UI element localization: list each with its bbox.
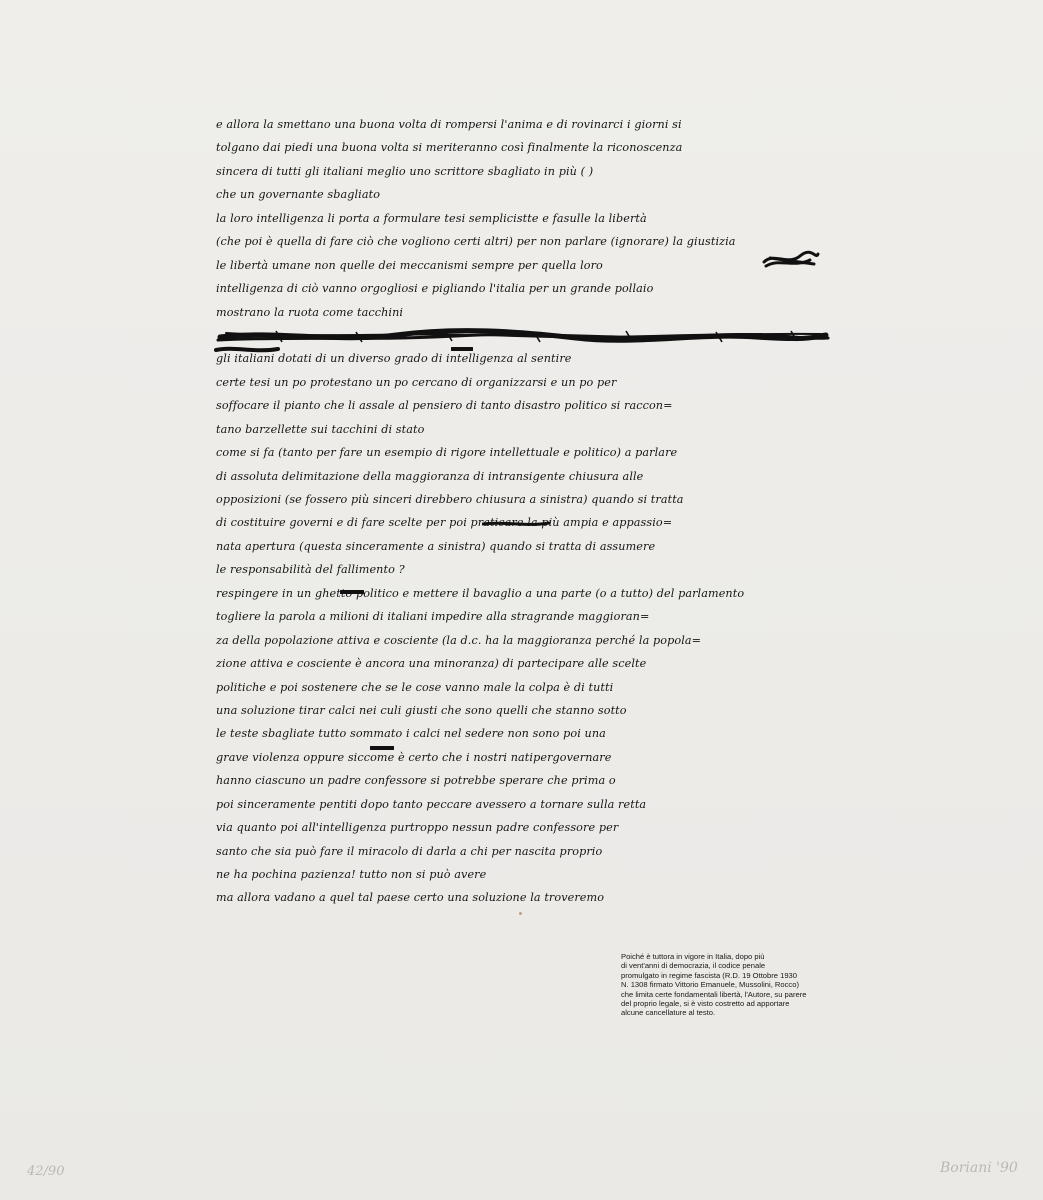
handwritten-line: ne ha pochina pazienza! tutto non si può avere bbox=[216, 868, 487, 881]
handwritten-line: opposizioni (se fossero più sinceri direbbero chiusura a sinistra) quando si tratta bbox=[216, 493, 684, 506]
ink-speck bbox=[519, 912, 522, 915]
censorship-scribble bbox=[216, 324, 831, 347]
handwritten-line: zione attiva e cosciente è ancora una minoranza) di partecipare alle scelte bbox=[216, 657, 647, 671]
handwritten-line: nata apertura (questa sinceramente a sinistra) quando si tratta di assumere bbox=[216, 539, 656, 553]
handwritten-line: che un governante sbagliato bbox=[216, 188, 381, 202]
censorship-blot bbox=[214, 343, 280, 357]
handwritten-line: intelligenza di ciò vanno orgogliosi e pigliando l'italia per un grande pollaio bbox=[216, 282, 654, 296]
handwritten-line: ma allora vadano a quel tal paese certo una soluzione la troveremo bbox=[216, 891, 605, 905]
handwritten-line: togliere la parola a milioni di italiani impedire alla stragrande maggioran= bbox=[216, 610, 650, 624]
handwritten-line: politiche e poi sostenere che se le cose vanno male la colpa è di tutti bbox=[216, 680, 614, 694]
handwritten-line: certe tesi un po protestano un po cercano di organizzarsi e un po per bbox=[216, 375, 617, 389]
handwritten-line: sincera di tutti gli italiani meglio uno scrittore sbagliato in più ( ) bbox=[216, 164, 594, 178]
handwritten-text-block bbox=[216, 113, 831, 910]
handwritten-line: e allora la smettano una buona volta di rompersi l'anima e di rovinarci i giorni si bbox=[216, 118, 682, 131]
handwritten-line: una soluzione tirar calci nei culi giusti che sono quelli che stanno sotto bbox=[216, 703, 627, 717]
legal-notice: Poiché è tuttora in vigore in Italia, dopo più di vent'anni di democrazia, il codice penale promulgato in regime fascista (R.D. 19 Ottobre 1930 N. 1308 firmato Vittorio Emanuele, Mussolini, Rocco) che limita certe fondamentali libertà, l'Autore, su parere del proprio legale, si è visto costretto ad apportare alcune cancellature al testo. bbox=[621, 952, 807, 1018]
handwritten-line: la loro intelligenza li porta a formulare tesi semplicistte e fasulle la libertà bbox=[216, 211, 647, 225]
handwritten-line: di costituire governi e di fare scelte per poi praticare la più ampia e appassio= bbox=[216, 516, 673, 530]
censored-line bbox=[216, 324, 831, 347]
censorship-blot bbox=[451, 344, 473, 354]
handwritten-line: respingere in un ghetto politico e mettere il bavaglio a una parte (o a tutto) del parlamento bbox=[216, 586, 745, 600]
handwritten-line: come si fa (tanto per fare un esempio di rigore intellettuale e politico) a parlare bbox=[216, 446, 678, 460]
censorship-blot bbox=[760, 248, 822, 270]
handwritten-line: tolgano dai piedi una buona volta si meriteranno così finalmente la riconoscenza bbox=[216, 141, 683, 155]
handwritten-line: za della popolazione attiva e cosciente (la d.c. ha la maggioranza perché la popola= bbox=[216, 633, 702, 647]
handwritten-line: santo che sia può fare il miracolo di darla a chi per nascita proprio bbox=[216, 844, 603, 858]
handwritten-line: grave violenza oppure siccome è certo che i nostri natipergovernare bbox=[216, 750, 612, 764]
handwritten-line: le teste sbagliate tutto sommato i calci nel sedere non sono poi una bbox=[216, 727, 606, 741]
handwritten-line: via quanto poi all'intelligenza purtroppo nessun padre confessore per bbox=[216, 821, 619, 835]
handwritten-line: hanno ciascuno un padre confessore si potrebbe sperare che prima o bbox=[216, 774, 616, 788]
censorship-blot bbox=[370, 743, 394, 753]
handwritten-line: le libertà umane non quelle dei meccanismi sempre per quella loro bbox=[216, 258, 603, 272]
handwritten-line: mostrano la ruota come tacchini bbox=[216, 305, 404, 319]
edition-number: 42/90 bbox=[27, 1164, 65, 1179]
handwritten-line: tano barzellette sui tacchini di stato bbox=[216, 422, 425, 436]
handwritten-line: di assoluta delimitazione della maggioranza di intransigente chiusura alle bbox=[216, 469, 644, 483]
handwritten-line: gli italiani dotati di un diverso grado di intelligenza al sentire bbox=[216, 352, 572, 366]
censorship-blot bbox=[482, 519, 550, 529]
handwritten-line: (che poi è quella di fare ciò che vogliono certi altri) per non parlare (ignorare) la giustizia bbox=[216, 235, 736, 249]
handwritten-line: poi sinceramente pentiti dopo tanto peccare avessero a tornare sulla retta bbox=[216, 797, 647, 811]
censorship-blot bbox=[340, 587, 364, 597]
artist-signature: Boriani '90 bbox=[940, 1160, 1018, 1176]
handwritten-line: le responsabilità del fallimento ? bbox=[216, 563, 405, 577]
handwritten-line: soffocare il pianto che li assale al pensiero di tanto disastro politico si raccon= bbox=[216, 399, 673, 413]
